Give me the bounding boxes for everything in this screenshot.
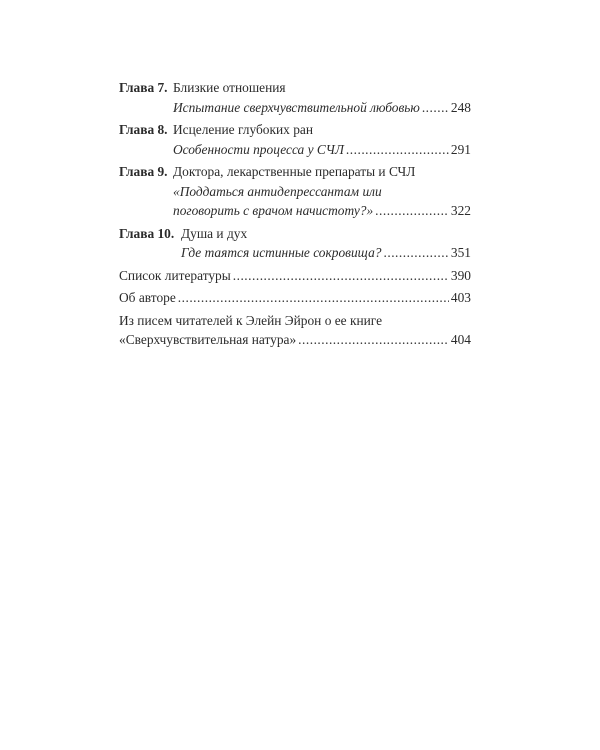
chapter-title: Исцеление глубоких ран: [173, 122, 314, 137]
dot-leader: [178, 288, 449, 308]
dot-leader: [233, 266, 449, 286]
chapter-title: Близкие отношения: [173, 80, 286, 95]
dot-leader: [298, 330, 449, 350]
dot-leader: [384, 243, 449, 263]
chapter-number: Глава 10.: [119, 225, 175, 241]
toc-chapter-10[interactable]: [119, 224, 471, 263]
chapter-number: Глава 7.: [119, 80, 168, 95]
toc-chapter-7[interactable]: [119, 78, 471, 117]
chapter-subtitle: Особенности процесса у СЧЛ: [173, 141, 344, 157]
chapter-subtitle: Где таятся истинные сокровища?: [181, 245, 382, 260]
dot-leader: [375, 201, 449, 221]
page-number: 248: [450, 99, 471, 115]
chapter-number: Глава 8.: [119, 122, 168, 137]
toc-entry-reader-letters[interactable]: [119, 311, 471, 350]
toc-chapter-9[interactable]: [119, 162, 471, 221]
chapter-number: Глава 9.: [119, 164, 168, 179]
chapter-subtitle: «Поддаться антидепрессантам или: [173, 183, 382, 199]
toc-entry-bibliography[interactable]: [119, 266, 471, 286]
entry-title: Об авторе: [119, 290, 176, 305]
page-number: 403: [450, 290, 471, 305]
chapter-title: Доктора, лекарственные препараты и СЧЛ: [173, 164, 416, 179]
chapter-title: Душа и дух: [181, 225, 248, 241]
page-number: 322: [450, 203, 471, 218]
page-number: 390: [450, 267, 471, 283]
entry-title: Список литературы: [119, 267, 231, 283]
dot-leader: [346, 140, 449, 160]
page-number: 351: [450, 245, 471, 260]
dot-leader: [422, 98, 449, 118]
toc-chapter-8[interactable]: [119, 120, 471, 159]
chapter-subtitle-continued: поговорить с врачом начистоту?»: [173, 203, 374, 218]
entry-title: Из писем читателей к Элейн Эйрон о ее книге: [119, 312, 383, 328]
page-number: 291: [450, 141, 471, 157]
entry-title-continued: «Сверхчувствительная натура»: [119, 332, 297, 347]
chapter-subtitle: Испытание сверхчувствительной любовью: [173, 99, 420, 115]
table-of-contents: [119, 78, 471, 353]
page-number: 404: [450, 332, 471, 347]
toc-entry-about-author[interactable]: [119, 288, 471, 308]
